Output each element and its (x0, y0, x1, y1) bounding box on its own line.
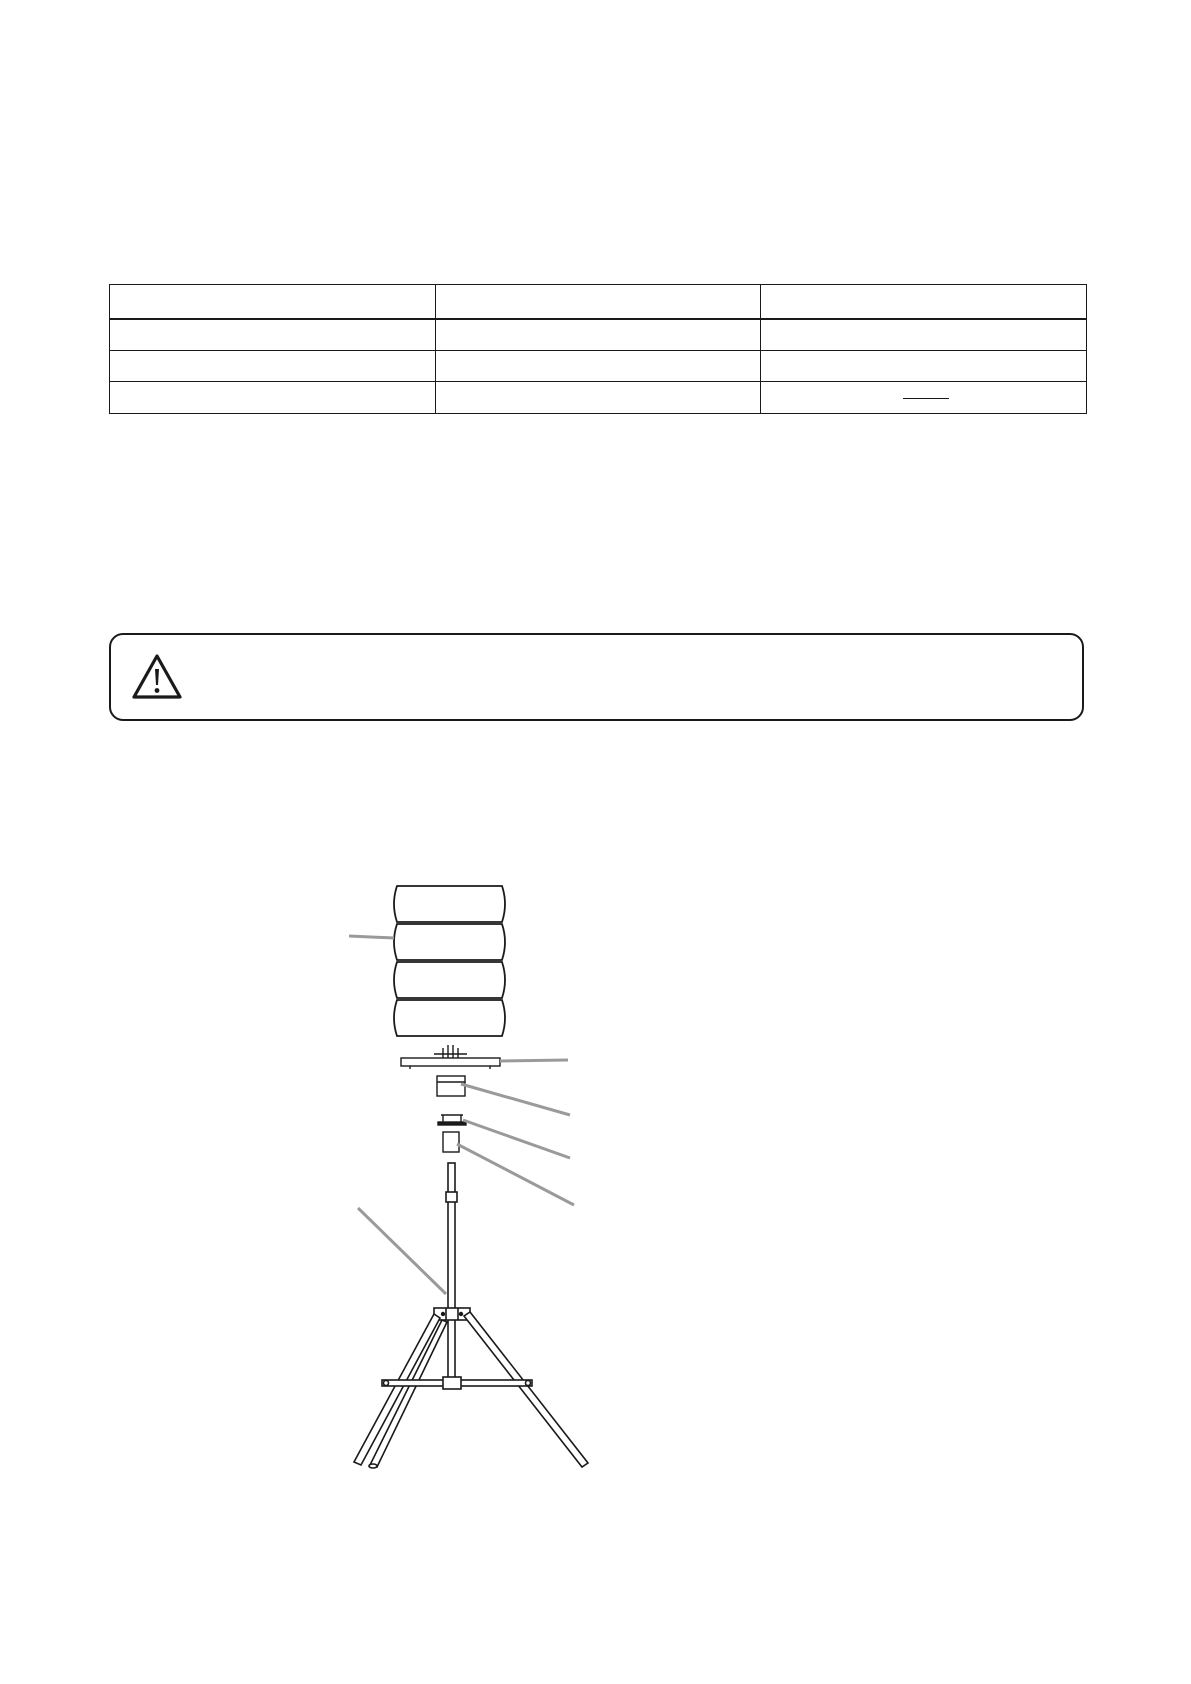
table-cell (435, 285, 761, 319)
speaker-module (394, 886, 505, 922)
pole-adapter (443, 1132, 459, 1152)
brace-hub (443, 1377, 461, 1389)
table-cell (761, 285, 1087, 319)
mounting-bracket (401, 1045, 500, 1069)
tripod-stand (354, 1163, 588, 1468)
speaker-stand-assembly-diagram (330, 870, 600, 1470)
table-header-row (110, 285, 1087, 319)
table-row (110, 382, 1087, 414)
table-row (110, 351, 1087, 382)
table-cell (435, 351, 761, 382)
warning-triangle-icon (131, 653, 183, 701)
table-cell (435, 319, 761, 351)
table-cell (435, 382, 761, 414)
adapter-sleeve (437, 1076, 465, 1096)
caution-box (109, 633, 1084, 721)
leader-line (349, 936, 394, 938)
underline-mark (903, 398, 949, 399)
table-cell (761, 351, 1087, 382)
tripod-leg (464, 1312, 588, 1467)
table-cell (110, 382, 436, 414)
leader-line (463, 1120, 570, 1158)
leader-line (461, 1084, 570, 1115)
table-cell (761, 382, 1087, 414)
table-cell (110, 319, 436, 351)
table-cell (110, 285, 436, 319)
speaker-module (394, 1000, 505, 1036)
spec-table (109, 284, 1087, 414)
leader-line (358, 1208, 446, 1294)
table-cell (110, 351, 436, 382)
speaker-module (394, 924, 505, 960)
table-row (110, 319, 1087, 351)
speaker-cabinet-stack (394, 886, 505, 1036)
tripod-leg (354, 1314, 440, 1465)
pole-collar (446, 1192, 457, 1202)
locking-plate (438, 1115, 466, 1125)
tripod-leg (370, 1320, 447, 1467)
table-cell (761, 319, 1087, 351)
speaker-module (394, 962, 505, 998)
leader-line (500, 1060, 568, 1061)
